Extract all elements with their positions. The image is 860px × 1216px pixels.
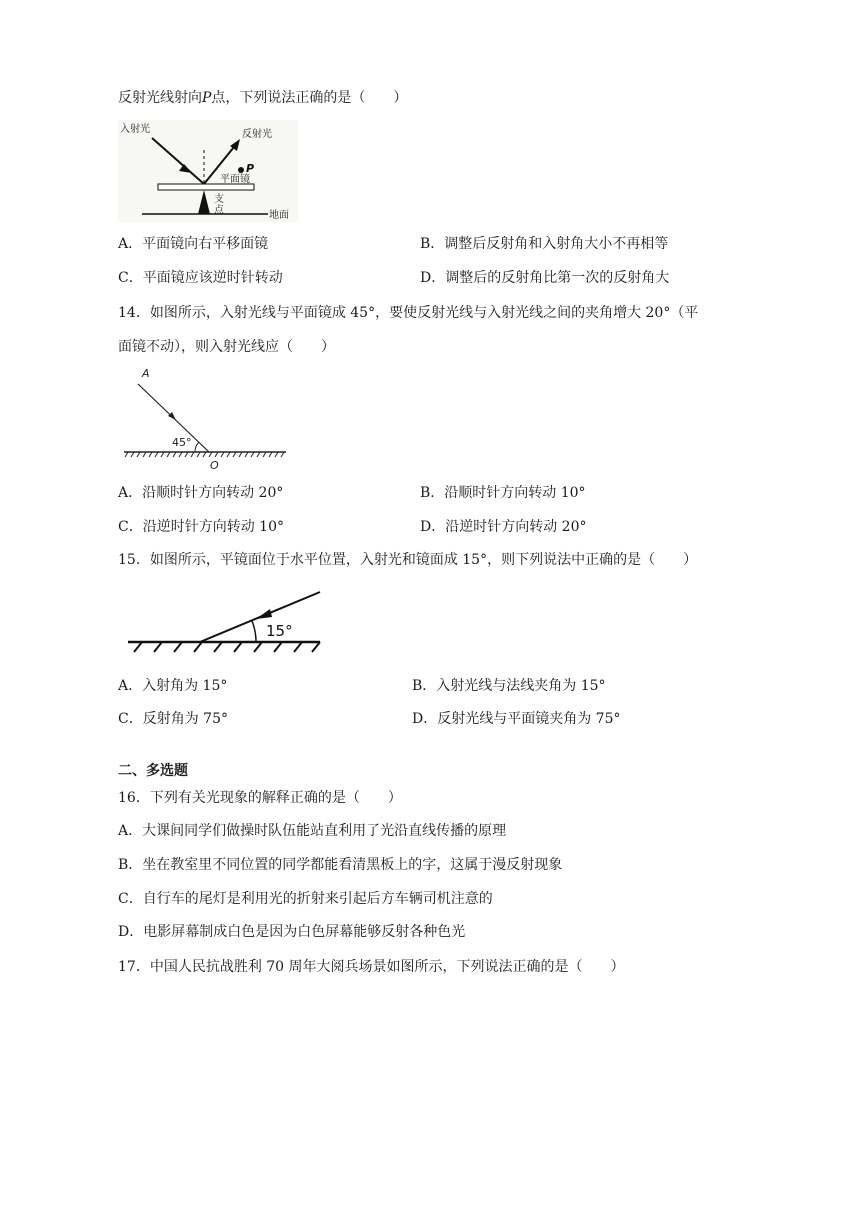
q17-stem: 17．中国人民抗战胜利 70 周年大阅兵场景如图所示，下列说法正确的是（ ）	[118, 959, 625, 975]
q15-figure	[124, 586, 324, 656]
q15-option-b: B．入射光线与法线夹角为 15°	[412, 678, 606, 694]
q13-option-a: A．平面镜向右平移面镜	[118, 236, 269, 252]
section-2-title: 二、多选题	[118, 763, 188, 779]
q15-stem: 15．如图所示，平镜面位于水平位置，入射光和镜面成 15°，则下列说法中正确的是（ ）	[118, 552, 698, 568]
q16-option-c: C．自行车的尾灯是利用光的折射来引起后方车辆司机注意的	[118, 891, 493, 907]
q13-figure	[118, 120, 298, 222]
q15-angle-label: 15°	[266, 622, 293, 640]
q13-ground-label: 地面	[269, 210, 289, 221]
q15-mirror-hatching	[134, 642, 320, 652]
q13-pivot-label-1: 支	[214, 194, 224, 205]
q13-mirror-label: 平面镜	[220, 174, 250, 185]
q15-incident-arrow	[256, 609, 272, 619]
q13-point-p-dot	[238, 167, 244, 173]
q14-option-d: D．沿逆时针方向转动 20°	[420, 519, 587, 535]
q13-point-label: P	[246, 162, 255, 175]
q14-angle-arc	[195, 442, 199, 452]
q13-stem-point: P	[202, 90, 212, 106]
q13-incident-label: 入射光	[120, 124, 150, 135]
q14-ray-label: A	[142, 367, 150, 380]
q13-option-b: B．调整后反射角和入射角大小不再相等	[420, 236, 669, 252]
q16-stem: 16．下列有关光现象的解释正确的是（ ）	[118, 790, 402, 806]
q13-stem-tail	[118, 88, 407, 108]
q15-option-c: C．反射角为 75°	[118, 711, 228, 727]
q14-option-c: C．沿逆时针方向转动 10°	[118, 519, 284, 535]
q16-option-a: A．大课间同学们做操时队伍能站直利用了光沿直线传播的原理	[118, 823, 507, 839]
q16-option-d: D．电影屏幕制成白色是因为白色屏幕能够反射各种色光	[118, 924, 466, 940]
q13-option-c: C．平面镜应该逆时针转动	[118, 270, 283, 286]
q13-stem-pre: 反射光线射向	[118, 90, 202, 106]
q13-option-d: D．调整后的反射角比第一次的反射角大	[420, 270, 670, 286]
q14-figure	[118, 362, 290, 474]
q14-option-b: B．沿顺时针方向转动 10°	[420, 485, 586, 501]
q14-angle-label: 45°	[172, 436, 192, 449]
q16-option-b: B．坐在教室里不同位置的同学都能看清黑板上的字，这属于漫反射现象	[118, 857, 563, 873]
q14-point-label: O	[210, 459, 219, 472]
q15-angle-arc	[252, 621, 256, 642]
q15-option-d: D．反射光线与平面镜夹角为 75°	[412, 711, 621, 727]
q14-stem-line-1: 14．如图所示，入射光线与平面镜成 45°，要使反射光线与入射光线之间的夹角增大 20°（平	[118, 305, 699, 321]
q13-stem-post: 点，下列说法正确的是（ ）	[211, 90, 408, 106]
q14-stem-line-2: 面镜不动），则入射光线应（ ）	[118, 339, 335, 355]
q13-pivot-label-2: 点	[214, 205, 224, 216]
q14-option-a: A．沿顺时针方向转动 20°	[118, 485, 284, 501]
q15-option-a: A．入射角为 15°	[118, 678, 228, 694]
q13-reflected-label: 反射光	[242, 129, 272, 140]
